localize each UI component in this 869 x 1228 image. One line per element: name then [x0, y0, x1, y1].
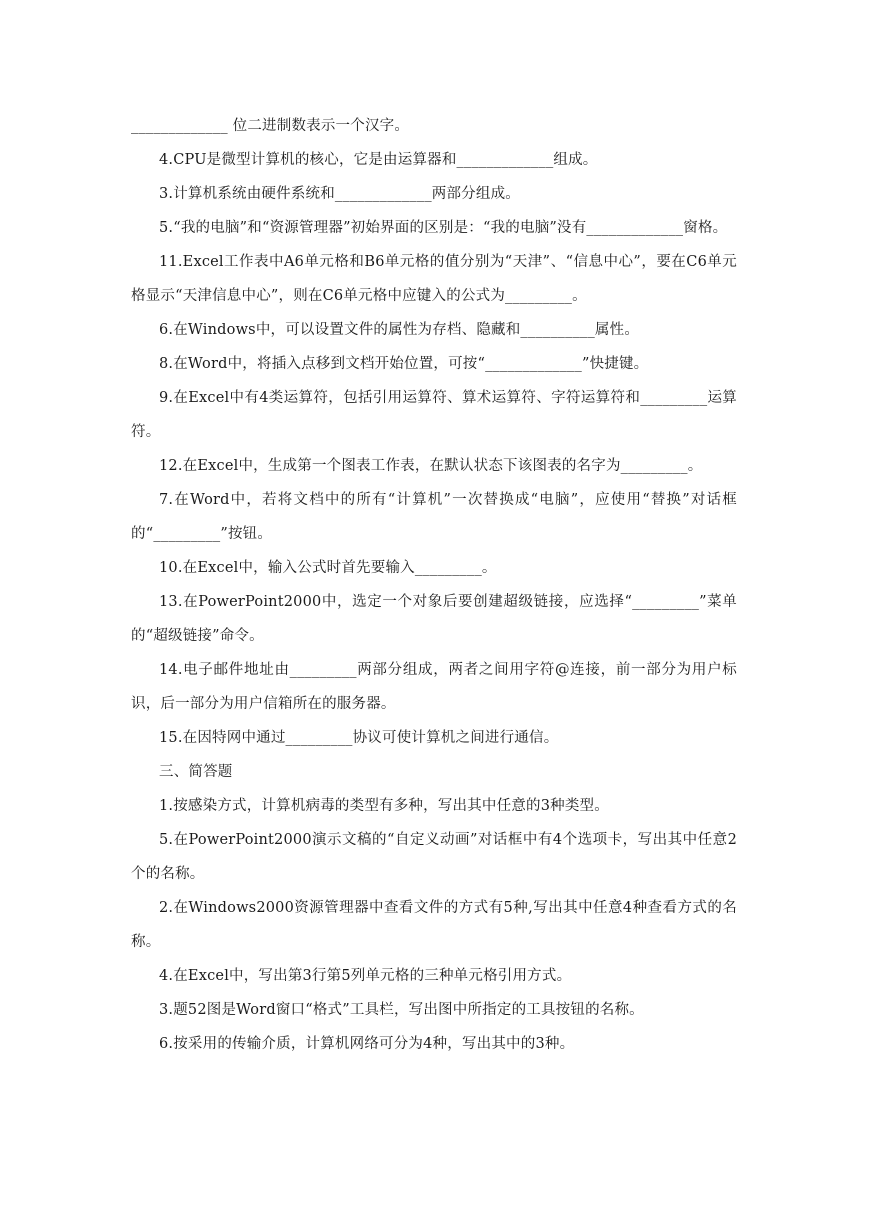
fill-blank-question-6: 6.在Windows中，可以设置文件的属性为存档、隐藏和__________属性。	[159, 322, 640, 338]
short-answer-question-6: 6.按采用的传输介质，计算机网络可分为4种，写出其中的3种。	[159, 1036, 575, 1052]
section-heading-short-answer: 三、简答题	[159, 764, 233, 780]
fill-blank-question-9: 9.在Excel中有4类运算符，包括引用运算符、算术运算符、字符运算符和_________运算符。	[131, 390, 737, 440]
fill-blank-question-15: 15.在因特网中通过_________协议可使计算机之间进行通信。	[159, 730, 559, 746]
fill-blank-question-continuation: _____________ 位二进制数表示一个汉字。	[131, 118, 410, 134]
fill-blank-question-10: 10.在Excel中，输入公式时首先要输入_________。	[159, 560, 497, 576]
fill-blank-question-13: 13.在PowerPoint2000中，选定一个对象后要创建超级链接，应选择“_________”菜单的“超级链接”命令。	[131, 594, 737, 644]
short-answer-question-1: 1.按感染方式，计算机病毒的类型有多种，写出其中任意的3种类型。	[159, 798, 609, 814]
short-answer-question-2: 2.在Windows2000资源管理器中查看文件的方式有5种,写出其中任意4种查看方式的名称。	[131, 900, 737, 950]
short-answer-question-3: 3.题52图是Word窗口“格式”工具栏，写出图中所指定的工具按钮的名称。	[159, 1002, 644, 1018]
short-answer-question-4: 4.在Excel中，写出第3行第5列单元格的三种单元格引用方式。	[159, 968, 572, 984]
document-page	[131, 109, 737, 1061]
fill-blank-question-7: 7.在Word中，若将文档中的所有“计算机”一次替换成“电脑”，应使用“替换”对话框的“_________”按钮。	[131, 492, 737, 542]
fill-blank-question-5: 5.“我的电脑”和“资源管理器”初始界面的区别是：“我的电脑”没有_____________窗格。	[159, 220, 728, 236]
fill-blank-question-3: 3.计算机系统由硬件系统和_____________两部分组成。	[159, 186, 520, 202]
fill-blank-question-14: 14.电子邮件地址由_________两部分组成，两者之间用字符@连接，前一部分为用户标识，后一部分为用户信箱所在的服务器。	[131, 662, 737, 712]
short-answer-question-5: 5.在PowerPoint2000演示文稿的“自定义动画”对话框中有4个选项卡，写出其中任意2个的名称。	[131, 832, 737, 882]
fill-blank-question-11: 11.Excel工作表中A6单元格和B6单元格的值分别为“天津”、“信息中心”，要在C6单元格显示“天津信息中心”，则在C6单元格中应键入的公式为_________。	[131, 254, 737, 304]
fill-blank-question-12: 12.在Excel中，生成第一个图表工作表，在默认状态下该图表的名字为_________。	[159, 458, 703, 474]
fill-blank-question-8: 8.在Word中，将插入点移到文档开始位置，可按“_____________”快捷键。	[159, 356, 649, 372]
fill-blank-question-4: 4.CPU是微型计算机的核心，它是由运算器和_____________组成。	[159, 152, 598, 168]
